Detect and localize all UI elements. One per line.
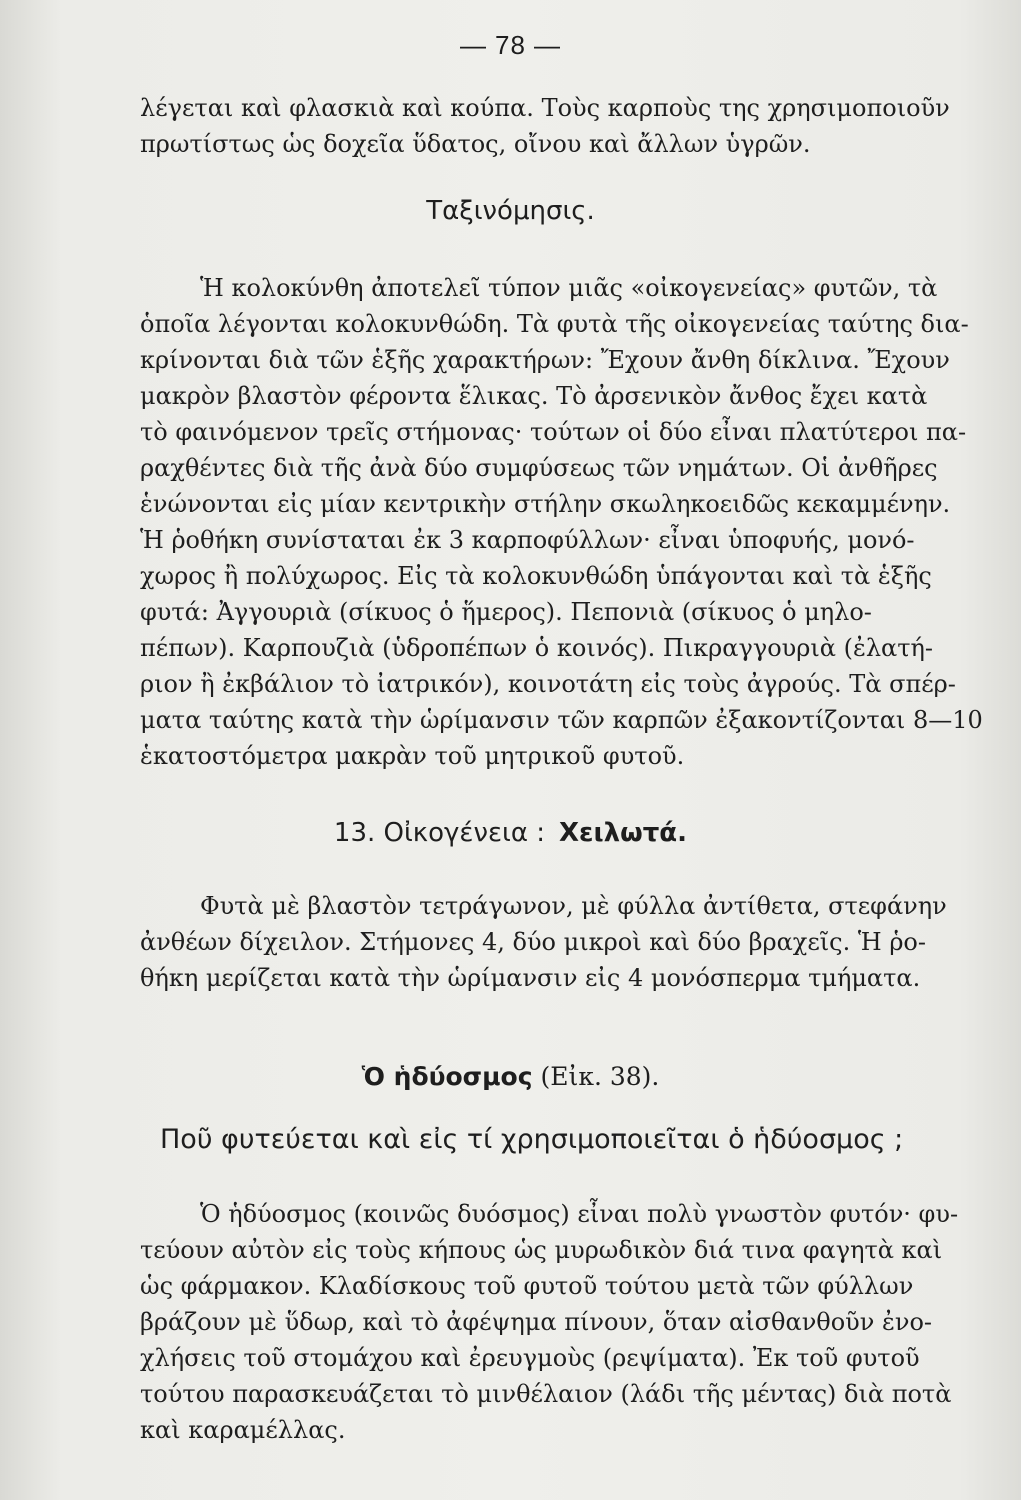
family-heading-name: Χειλωτά.: [559, 818, 688, 848]
family-heading-prefix: 13. Οἰκογένεια :: [333, 818, 546, 848]
paragraph-line: λέγεται καὶ φλασκιὰ καὶ κούπα. Τοὺς καρποὺς της χρησιμοποιοῦν: [140, 94, 950, 122]
paragraph-line: ραχθέντες διὰ τῆς ἀνὰ δύο συμφύσεως τῶν νημάτων. Οἱ ἀνθῆρες: [140, 454, 938, 482]
paragraph-line: πρωτίστως ὡς δοχεῖα ὕδατος, οἴνου καὶ ἄλλων ὑγρῶν.: [140, 130, 811, 158]
paragraph-line: Ὁ ἡδύοσμος (κοινῶς δυόσμος) εἶναι πολὺ γνωστὸν φυτόν· φυ-: [200, 1200, 959, 1228]
paragraph-line: Φυτὰ μὲ βλαστὸν τετράγωνον, μὲ φύλλα ἀντίθετα, στεφάνην: [200, 892, 947, 920]
paragraph-line: θήκη μερίζεται κατὰ τὴν ὡρίμανσιν εἰς 4 μονόσπερμα τμήματα.: [140, 964, 921, 992]
paragraph-line: τὸ φαινόμενον τρεῖς στήμονας· τούτων οἱ δύο εἶναι πλατύτεροι πα-: [140, 418, 967, 446]
paragraph-line: τεύουν αὐτὸν εἰς τοὺς κήπους ὡς μυρωδικὸν διά τινα φαγητὰ καὶ: [140, 1236, 943, 1264]
page-number: — 78 —: [460, 30, 561, 60]
paragraph-line: χωρος ἢ πολύχωρος. Εἰς τὰ κολοκυνθώδη ὑπάγονται καὶ τὰ ἑξῆς: [140, 562, 932, 590]
paragraph-line: ὁποῖα λέγονται κολοκυνθώδη. Τὰ φυτὰ τῆς οἰκογενείας ταύτης δια-: [140, 310, 969, 338]
plant-heading-name: Ὁ ἡδύοσμος: [361, 1062, 533, 1091]
paragraph-line: ἑκατοστόμετρα μακρὰν τοῦ μητρικοῦ φυτοῦ.: [140, 742, 685, 770]
top-paragraph: [140, 90, 1010, 162]
paragraph-line: πέπων). Καρπουζιὰ (ὑδροπέπων ὁ κοινός). Πικραγγουριὰ (ἐλατή-: [140, 634, 934, 662]
paragraph-line: βράζουν μὲ ὕδωρ, καὶ τὸ ἀφέψημα πίνουν, ὅταν αἰσθανθοῦν ἐνο-: [140, 1308, 933, 1336]
paragraph-line: ἀνθέων δίχειλον. Στήμονες 4, δύο μικροὶ καὶ δύο βραχεῖς. Ἡ ῥο-: [140, 928, 926, 956]
paragraph-line: ματα ταύτης κατὰ τὴν ὡρίμανσιν τῶν καρπῶν ἐξακοντίζονται 8—10: [140, 706, 983, 734]
paragraph-line: μακρὸν βλαστὸν φέροντα ἕλικας. Τὸ ἀρσενικὸν ἄνθος ἔχει κατὰ: [140, 382, 928, 410]
paragraph-line: Ἡ κολοκύνθη ἀποτελεῖ τύπον μιᾶς «οἰκογενείας» φυτῶν, τὰ: [200, 274, 938, 302]
paragraph-line: καὶ καραμέλλας.: [140, 1416, 346, 1444]
paragraph-line: ὡς φάρμακον. Κλαδίσκους τοῦ φυτοῦ τούτου μετὰ τῶν φύλλων: [140, 1272, 914, 1300]
classification-paragraph: [140, 270, 1010, 774]
paragraph-line: Ἡ ῥοθήκη συνίσταται ἐκ 3 καρποφύλλων· εἶναι ὑποφυής, μονό-: [140, 526, 915, 554]
family-paragraph: [140, 888, 1010, 996]
plant-heading: [0, 1062, 1021, 1091]
paragraph-line: φυτά: Ἀγγουριὰ (σίκυος ὁ ἥμερος). Πεπονιὰ (σίκυος ὁ μηλο-: [140, 598, 872, 626]
plant-heading-figure-ref: (Εἰκ. 38).: [540, 1062, 660, 1091]
paragraph-line: ἑνώνονται εἰς μίαν κεντρικὴν στήλην σκωληκοειδῶς κεκαμμένην.: [140, 490, 951, 518]
paragraph-line: ριον ἢ ἐκβάλιον τὸ ἰατρικόν), κοινοτάτη εἰς τοὺς ἀγρούς. Τὰ σπέρ-: [140, 670, 956, 698]
question-heading: Ποῦ φυτεύεται καὶ εἰς τί χρησιμοποιεῖται ὁ ἡδύοσμος ;: [160, 1124, 904, 1155]
paragraph-line: χλήσεις τοῦ στομάχου καὶ ἐρευγμοὺς (ρεψίματα). Ἐκ τοῦ φυτοῦ: [140, 1344, 920, 1372]
answer-paragraph: [140, 1196, 1010, 1448]
classification-heading: Ταξινόμησις.: [426, 196, 595, 226]
page-number-value: 78: [495, 30, 526, 60]
family-heading: [0, 818, 1021, 848]
paragraph-line: τούτου παρασκευάζεται τὸ μινθέλαιον (λάδι τῆς μέντας) διὰ ποτὰ: [140, 1380, 952, 1408]
paragraph-line: κρίνονται διὰ τῶν ἑξῆς χαρακτήρων: Ἔχουν ἄνθη δίκλινα. Ἔχουν: [140, 346, 950, 374]
